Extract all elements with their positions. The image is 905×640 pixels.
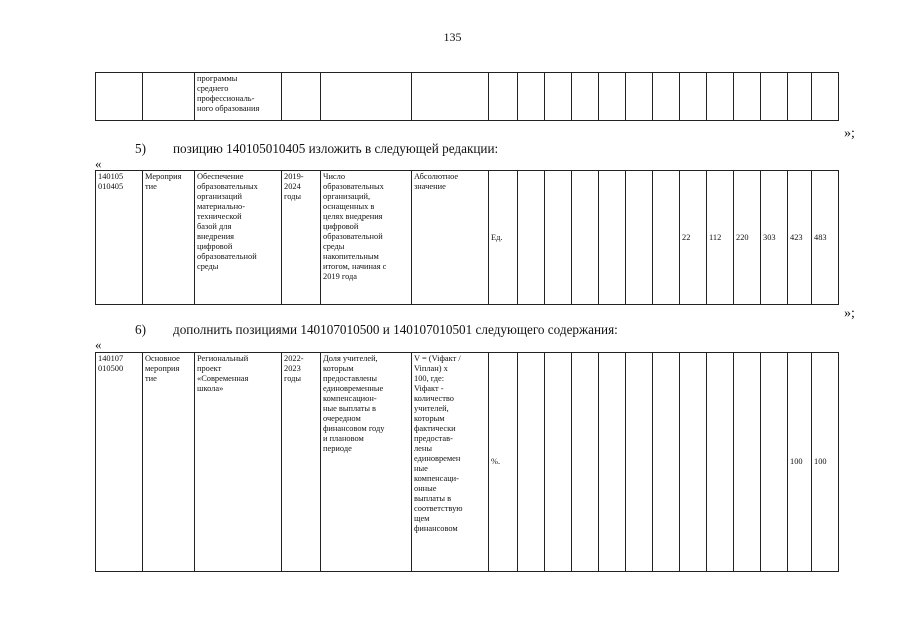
cell-value: 100 xyxy=(812,353,839,572)
cell-name xyxy=(195,73,282,121)
text-line: фактически xyxy=(414,424,456,433)
text-line: соответствую xyxy=(414,504,463,513)
text-line: среднего xyxy=(197,84,229,93)
text-line: компенсаци- xyxy=(414,474,459,483)
cell-18 xyxy=(812,73,839,121)
cell-9 xyxy=(572,73,599,121)
text-line: ные выплаты в xyxy=(323,404,376,413)
text-line: ного образования xyxy=(197,104,260,113)
text-line: 2022- xyxy=(284,354,304,363)
table-row-6 xyxy=(95,352,839,572)
text-line: тие xyxy=(145,374,157,383)
text-line: образовательных xyxy=(323,182,384,191)
cell-value xyxy=(518,171,545,305)
text-line: предоставлены xyxy=(323,374,377,383)
cell-method xyxy=(412,353,489,572)
text-line: периоде xyxy=(323,444,352,453)
text-line: внедрения xyxy=(197,232,235,241)
cell-indicator xyxy=(321,171,412,305)
cell-value xyxy=(572,171,599,305)
cell-8 xyxy=(545,73,572,121)
cell-3 xyxy=(282,73,321,121)
cell-4 xyxy=(321,73,412,121)
cell-6 xyxy=(489,73,518,121)
cell-5 xyxy=(412,73,489,121)
text-line: Число xyxy=(323,172,346,181)
text-line: ные xyxy=(414,464,428,473)
text-line: компенсацион- xyxy=(323,394,377,403)
text-line: среды xyxy=(197,262,219,271)
cell-value xyxy=(680,353,707,572)
cell-code xyxy=(96,353,143,572)
text-line: Мероприя xyxy=(145,172,182,181)
text-line: профессиональ- xyxy=(197,94,255,103)
text-line: годы xyxy=(284,374,302,383)
text-line: «Современная xyxy=(197,374,249,383)
text-line: 2019 года xyxy=(323,272,357,281)
cell-value xyxy=(653,353,680,572)
text-line: образовательной xyxy=(323,232,383,241)
text-line: которым xyxy=(323,364,354,373)
text-line: предостав- xyxy=(414,434,453,443)
text-line: технической xyxy=(197,212,242,221)
cell-value xyxy=(518,353,545,572)
text-line: Viплан) x xyxy=(414,364,448,373)
top-table-fragment xyxy=(95,72,839,121)
cell-17 xyxy=(788,73,812,121)
cell-value xyxy=(734,353,761,572)
text-line: финансовом xyxy=(414,524,458,533)
cell-code xyxy=(96,171,143,305)
cell-0 xyxy=(96,73,143,121)
cell-10 xyxy=(599,73,626,121)
cell-indicator xyxy=(321,353,412,572)
text-line: учителей, xyxy=(414,404,449,413)
text-line: годы xyxy=(284,192,302,201)
text-line: и плановом xyxy=(323,434,364,443)
table-row xyxy=(96,353,839,572)
text-line: единовремен xyxy=(414,454,461,463)
text-line: материально- xyxy=(197,202,246,211)
cell-value xyxy=(761,353,788,572)
closing-quote-1: »; xyxy=(844,126,855,141)
text-line: финансовом году xyxy=(323,424,385,433)
cell-16 xyxy=(761,73,788,121)
text-line: Основное xyxy=(145,354,180,363)
text-line: организаций, xyxy=(323,192,371,201)
cell-value xyxy=(545,171,572,305)
cell-value xyxy=(545,353,572,572)
text-line: очередном xyxy=(323,414,361,423)
cell-7 xyxy=(518,73,545,121)
cell-value: 303 xyxy=(761,171,788,305)
cell-value: 423 xyxy=(788,171,812,305)
cell-type xyxy=(143,171,195,305)
text-line: целях внедрения xyxy=(323,212,383,221)
cell-value xyxy=(599,353,626,572)
text-line: цифровой xyxy=(323,222,359,231)
text-line: 100, где: xyxy=(414,374,445,383)
text-line: 2023 xyxy=(284,364,301,373)
cell-13 xyxy=(680,73,707,121)
cell-14 xyxy=(707,73,734,121)
cell-12 xyxy=(653,73,680,121)
opening-quote-1: « xyxy=(95,156,102,171)
text-line: итогом, начиная с xyxy=(323,262,387,271)
text-line: значение xyxy=(414,182,446,191)
text-line: лены xyxy=(414,444,433,453)
item-6-paragraph xyxy=(135,322,618,338)
item-6-number: 6) xyxy=(135,322,146,337)
cell-value: 483 xyxy=(812,171,839,305)
table-row xyxy=(96,73,839,121)
cell-value: 22 xyxy=(680,171,707,305)
text-line: цифровой xyxy=(197,242,233,251)
text-line: которым xyxy=(414,414,445,423)
text-line: Viфакт - xyxy=(414,384,444,393)
item-5-paragraph xyxy=(135,141,498,157)
text-line: Доля учителей, xyxy=(323,354,378,363)
text-line: 140107 xyxy=(98,354,124,363)
text-line: базой для xyxy=(197,222,232,231)
text-line: щем xyxy=(414,514,430,523)
cell-name xyxy=(195,171,282,305)
text-line: 2024 xyxy=(284,182,301,191)
text-line: организаций xyxy=(197,192,242,201)
cell-value: 112 xyxy=(707,171,734,305)
item-6-text: дополнить позициями 140107010500 и 140107010501 следующего содержания: xyxy=(173,322,618,337)
item-5-number: 5) xyxy=(135,141,146,156)
closing-quote-2: »; xyxy=(844,306,855,321)
cell-unit: Ед. xyxy=(489,171,518,305)
cell-value xyxy=(599,171,626,305)
text-line: 140105 xyxy=(98,172,124,181)
text-line: программы xyxy=(197,74,238,83)
cell-name xyxy=(195,353,282,572)
text-line: среды xyxy=(323,242,345,251)
text-line: школа» xyxy=(197,384,224,393)
cell-years xyxy=(282,171,321,305)
text-line: оснащенных в xyxy=(323,202,375,211)
text-line: тие xyxy=(145,182,157,191)
cell-value xyxy=(653,171,680,305)
cell-11 xyxy=(626,73,653,121)
cell-value: 100 xyxy=(788,353,812,572)
text-line: выплаты в xyxy=(414,494,452,503)
text-line: онные xyxy=(414,484,437,493)
text-line: накопительным xyxy=(323,252,379,261)
cell-15 xyxy=(734,73,761,121)
text-line: мероприя xyxy=(145,364,180,373)
cell-method xyxy=(412,171,489,305)
cell-value xyxy=(572,353,599,572)
cell-years xyxy=(282,353,321,572)
page-number: 135 xyxy=(443,30,462,44)
text-line: 010500 xyxy=(98,364,124,373)
cell-value xyxy=(626,171,653,305)
cell-value xyxy=(707,353,734,572)
text-line: Обеспечение xyxy=(197,172,244,181)
text-line: проект xyxy=(197,364,222,373)
cell-value xyxy=(626,353,653,572)
text-line: образовательной xyxy=(197,252,257,261)
text-line: количество xyxy=(414,394,454,403)
opening-quote-2: « xyxy=(95,337,102,352)
text-line: единовременные xyxy=(323,384,384,393)
text-line: Региональный xyxy=(197,354,249,363)
text-line: 010405 xyxy=(98,182,124,191)
cell-value: 220 xyxy=(734,171,761,305)
item-5-text: позицию 140105010405 изложить в следующей редакции: xyxy=(173,141,499,156)
text-line: образовательных xyxy=(197,182,258,191)
cell-1 xyxy=(143,73,195,121)
cell-unit: %. xyxy=(489,353,518,572)
text-line: Абсолютное xyxy=(414,172,459,181)
text-line: V = (Viфакт / xyxy=(414,354,461,363)
table-row xyxy=(96,171,839,305)
cell-type xyxy=(143,353,195,572)
text-line: 2019- xyxy=(284,172,304,181)
table-row-5 xyxy=(95,170,839,305)
